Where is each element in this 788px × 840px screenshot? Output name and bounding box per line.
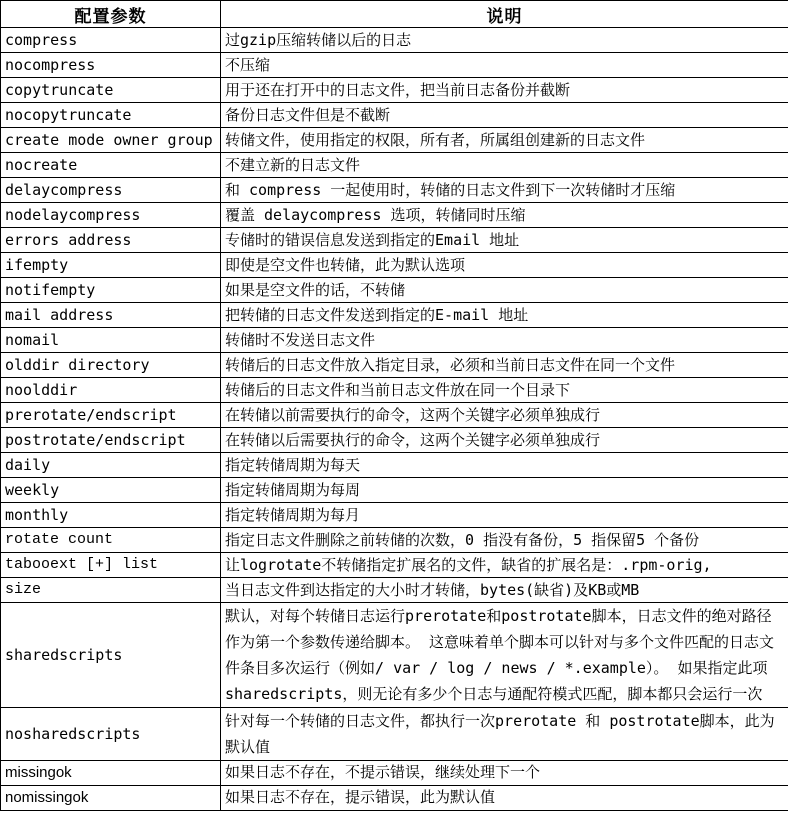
table-row: [1, 428, 788, 453]
table-row: [1, 278, 788, 303]
table-row: [1, 378, 788, 403]
table-row: [1, 478, 788, 503]
desc-cell: 不压缩: [221, 53, 788, 78]
param-cell: delaycompress: [1, 178, 221, 203]
desc-cell: 在转储以前需要执行的命令，这两个关键字必须单独成行: [221, 403, 788, 428]
desc-cell: 针对每一个转储的日志文件，都执行一次prerotate 和 postrotate脚本，此为默认值: [221, 708, 788, 761]
table-row: [1, 303, 788, 328]
desc-cell: 当日志文件到达指定的大小时才转储，bytes(缺省)及KB或MB: [221, 578, 788, 603]
desc-cell: 转储后的日志文件放入指定目录，必须和当前日志文件在同一个文件: [221, 353, 788, 378]
table-row: [1, 103, 788, 128]
desc-cell: 转储文件，使用指定的权限，所有者，所属组创建新的日志文件: [221, 128, 788, 153]
table-row: [1, 403, 788, 428]
desc-cell: 如果是空文件的话，不转储: [221, 278, 788, 303]
desc-cell: 指定转储周期为每天: [221, 453, 788, 478]
param-cell: postrotate/endscript: [1, 428, 221, 453]
header-param: 配置参数: [1, 1, 221, 28]
table-row: [1, 53, 788, 78]
table-row: [1, 153, 788, 178]
desc-cell: 和 compress 一起使用时，转储的日志文件到下一次转储时才压缩: [221, 178, 788, 203]
table-row: [1, 553, 788, 578]
table-row: [1, 178, 788, 203]
param-cell: nocreate: [1, 153, 221, 178]
header-row: [1, 1, 788, 28]
param-cell: copytruncate: [1, 78, 221, 103]
param-cell: ifempty: [1, 253, 221, 278]
desc-cell: 过gzip压缩转储以后的日志: [221, 28, 788, 53]
table-row: [1, 128, 788, 153]
desc-cell: 转储时不发送日志文件: [221, 328, 788, 353]
table-row: [1, 253, 788, 278]
table-row: [1, 761, 788, 786]
desc-cell: 如果日志不存在，不提示错误，继续处理下一个: [221, 761, 788, 786]
param-cell: tabooext [+] list: [1, 553, 221, 578]
param-cell: nomissingok: [1, 786, 221, 811]
param-cell: nosharedscripts: [1, 708, 221, 761]
table-row: [1, 578, 788, 603]
table-row: [1, 708, 788, 761]
param-cell: nocompress: [1, 53, 221, 78]
param-cell: weekly: [1, 478, 221, 503]
param-cell: mail address: [1, 303, 221, 328]
param-cell: monthly: [1, 503, 221, 528]
desc-cell: 覆盖 delaycompress 选项，转储同时压缩: [221, 203, 788, 228]
desc-cell: 用于还在打开中的日志文件，把当前日志备份并截断: [221, 78, 788, 103]
header-desc: 说明: [221, 1, 788, 28]
desc-cell: 在转储以后需要执行的命令，这两个关键字必须单独成行: [221, 428, 788, 453]
desc-cell: 指定转储周期为每周: [221, 478, 788, 503]
desc-cell: 指定日志文件删除之前转储的次数，0 指没有备份，5 指保留5 个备份: [221, 528, 788, 553]
param-cell: missingok: [1, 761, 221, 786]
table-row: [1, 203, 788, 228]
param-cell: sharedscripts: [1, 603, 221, 708]
table-row: [1, 603, 788, 708]
param-cell: errors address: [1, 228, 221, 253]
param-cell: olddir directory: [1, 353, 221, 378]
desc-cell: 如果日志不存在，提示错误，此为默认值: [221, 786, 788, 811]
table-row: [1, 503, 788, 528]
param-cell: rotate count: [1, 528, 221, 553]
table-row: [1, 28, 788, 53]
desc-cell: 不建立新的日志文件: [221, 153, 788, 178]
param-cell: nocopytruncate: [1, 103, 221, 128]
desc-cell: 指定转储周期为每月: [221, 503, 788, 528]
desc-cell: 把转储的日志文件发送到指定的E-mail 地址: [221, 303, 788, 328]
desc-cell: 专储时的错误信息发送到指定的Email 地址: [221, 228, 788, 253]
table-row: [1, 328, 788, 353]
desc-cell: 转储后的日志文件和当前日志文件放在同一个目录下: [221, 378, 788, 403]
desc-cell: 备份日志文件但是不截断: [221, 103, 788, 128]
table-body: [1, 28, 788, 811]
table-row: [1, 528, 788, 553]
desc-cell: 即使是空文件也转储，此为默认选项: [221, 253, 788, 278]
table-row: [1, 353, 788, 378]
param-cell: prerotate/endscript: [1, 403, 221, 428]
table-row: [1, 786, 788, 811]
param-cell: nodelaycompress: [1, 203, 221, 228]
param-cell: create mode owner group: [1, 128, 221, 153]
param-cell: daily: [1, 453, 221, 478]
param-cell: nomail: [1, 328, 221, 353]
param-cell: noolddir: [1, 378, 221, 403]
param-cell: compress: [1, 28, 221, 53]
table-row: [1, 78, 788, 103]
table-row: [1, 453, 788, 478]
table-row: [1, 228, 788, 253]
desc-cell: 默认，对每个转储日志运行prerotate和postrotate脚本，日志文件的绝对路径作为第一个参数传递给脚本。 这意味着单个脚本可以针对与多个文件匹配的日志文件条目多次运行（例如/ var / log / news / *.example）。 如果指定此项sharedscripts，则无论有多少个日志与通配符模式匹配，脚本都只会运行一次: [221, 603, 788, 708]
param-cell: notifempty: [1, 278, 221, 303]
desc-cell: 让logrotate不转储指定扩展名的文件，缺省的扩展名是：.rpm-orig,: [221, 553, 788, 578]
param-cell: size: [1, 578, 221, 603]
